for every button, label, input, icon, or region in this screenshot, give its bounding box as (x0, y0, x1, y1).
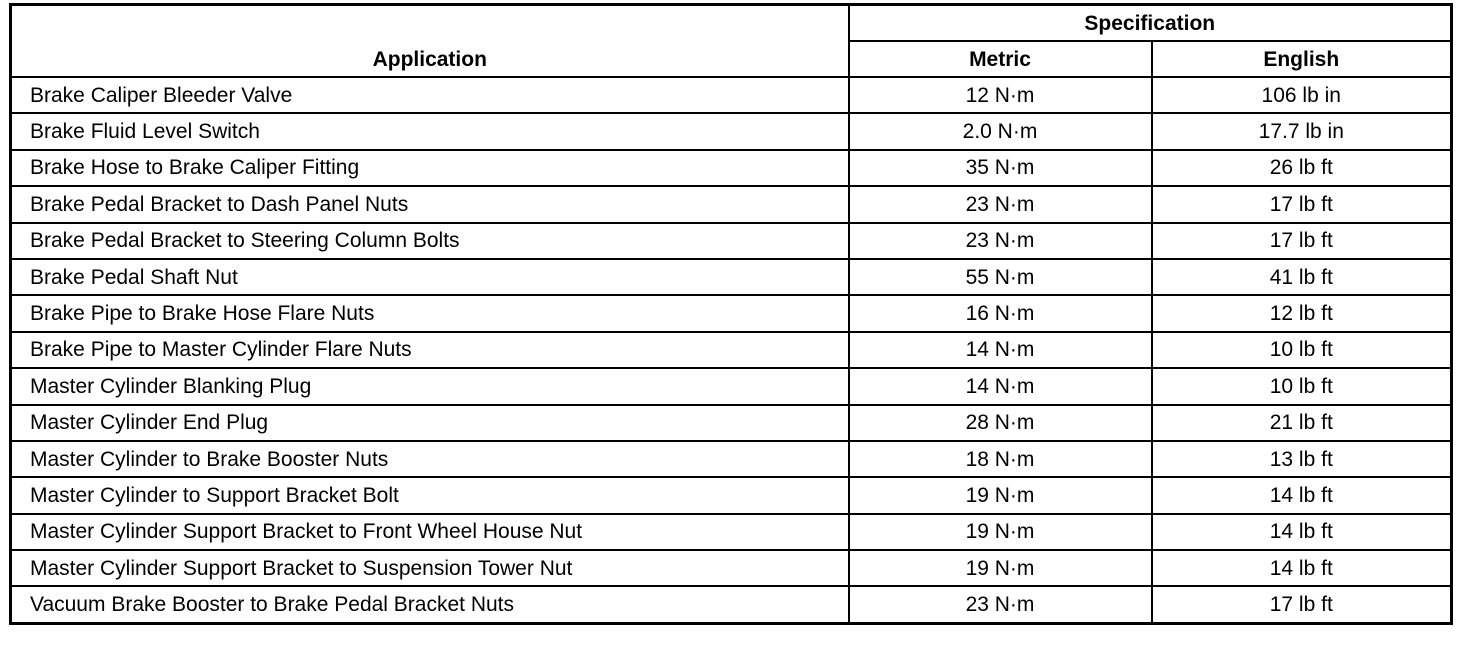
english-cell: 17 lb ft (1152, 586, 1452, 623)
table-row (11, 223, 1452, 259)
table-header (11, 5, 1452, 78)
table-row (11, 368, 1452, 404)
application-cell: Brake Caliper Bleeder Valve (11, 77, 849, 113)
english-cell: 14 lb ft (1152, 514, 1452, 550)
metric-cell: 23 N·m (849, 586, 1152, 623)
english-cell: 26 lb ft (1152, 150, 1452, 186)
english-cell: 14 lb ft (1152, 477, 1452, 513)
english-cell: 10 lb ft (1152, 332, 1452, 368)
metric-cell: 19 N·m (849, 477, 1152, 513)
application-cell: Brake Hose to Brake Caliper Fitting (11, 150, 849, 186)
application-cell: Master Cylinder Blanking Plug (11, 368, 849, 404)
application-cell: Brake Pedal Bracket to Steering Column Bolts (11, 223, 849, 259)
application-cell: Master Cylinder to Brake Booster Nuts (11, 441, 849, 477)
english-cell: 41 lb ft (1152, 259, 1452, 295)
application-cell: Brake Pipe to Brake Hose Flare Nuts (11, 295, 849, 331)
table-row (11, 477, 1452, 513)
table-row (11, 514, 1452, 550)
english-cell: 17 lb ft (1152, 223, 1452, 259)
english-cell: 14 lb ft (1152, 550, 1452, 586)
metric-cell: 19 N·m (849, 550, 1152, 586)
table-row (11, 441, 1452, 477)
english-cell: 13 lb ft (1152, 441, 1452, 477)
application-cell: Master Cylinder Support Bracket to Suspension Tower Nut (11, 550, 849, 586)
table-row (11, 550, 1452, 586)
metric-cell: 16 N·m (849, 295, 1152, 331)
metric-cell: 19 N·m (849, 514, 1152, 550)
table-row (11, 186, 1452, 222)
english-cell: 17.7 lb in (1152, 113, 1452, 149)
metric-cell: 23 N·m (849, 223, 1152, 259)
application-cell: Brake Fluid Level Switch (11, 113, 849, 149)
english-column-header: English (1152, 41, 1452, 77)
table-body (11, 77, 1452, 623)
english-cell: 10 lb ft (1152, 368, 1452, 404)
metric-cell: 14 N·m (849, 368, 1152, 404)
metric-cell: 28 N·m (849, 405, 1152, 441)
table-row (11, 332, 1452, 368)
table-row (11, 113, 1452, 149)
metric-cell: 55 N·m (849, 259, 1152, 295)
application-cell: Vacuum Brake Booster to Brake Pedal Bracket Nuts (11, 586, 849, 623)
table-row (11, 586, 1452, 623)
metric-column-header: Metric (849, 41, 1152, 77)
english-cell: 12 lb ft (1152, 295, 1452, 331)
table-row (11, 295, 1452, 331)
application-cell: Master Cylinder End Plug (11, 405, 849, 441)
application-cell: Brake Pedal Shaft Nut (11, 259, 849, 295)
application-cell: Brake Pipe to Master Cylinder Flare Nuts (11, 332, 849, 368)
metric-cell: 14 N·m (849, 332, 1152, 368)
english-cell: 106 lb in (1152, 77, 1452, 113)
header-row-top (11, 5, 1452, 42)
metric-cell: 2.0 N·m (849, 113, 1152, 149)
application-cell: Brake Pedal Bracket to Dash Panel Nuts (11, 186, 849, 222)
english-cell: 17 lb ft (1152, 186, 1452, 222)
application-column-header: Application (11, 5, 849, 78)
torque-specification-table (9, 3, 1453, 625)
metric-cell: 23 N·m (849, 186, 1152, 222)
metric-cell: 18 N·m (849, 441, 1152, 477)
table-row (11, 150, 1452, 186)
table-row (11, 405, 1452, 441)
table-row (11, 259, 1452, 295)
specification-group-header: Specification (849, 5, 1452, 42)
table-row (11, 77, 1452, 113)
metric-cell: 35 N·m (849, 150, 1152, 186)
english-cell: 21 lb ft (1152, 405, 1452, 441)
metric-cell: 12 N·m (849, 77, 1152, 113)
application-cell: Master Cylinder Support Bracket to Front Wheel House Nut (11, 514, 849, 550)
application-cell: Master Cylinder to Support Bracket Bolt (11, 477, 849, 513)
